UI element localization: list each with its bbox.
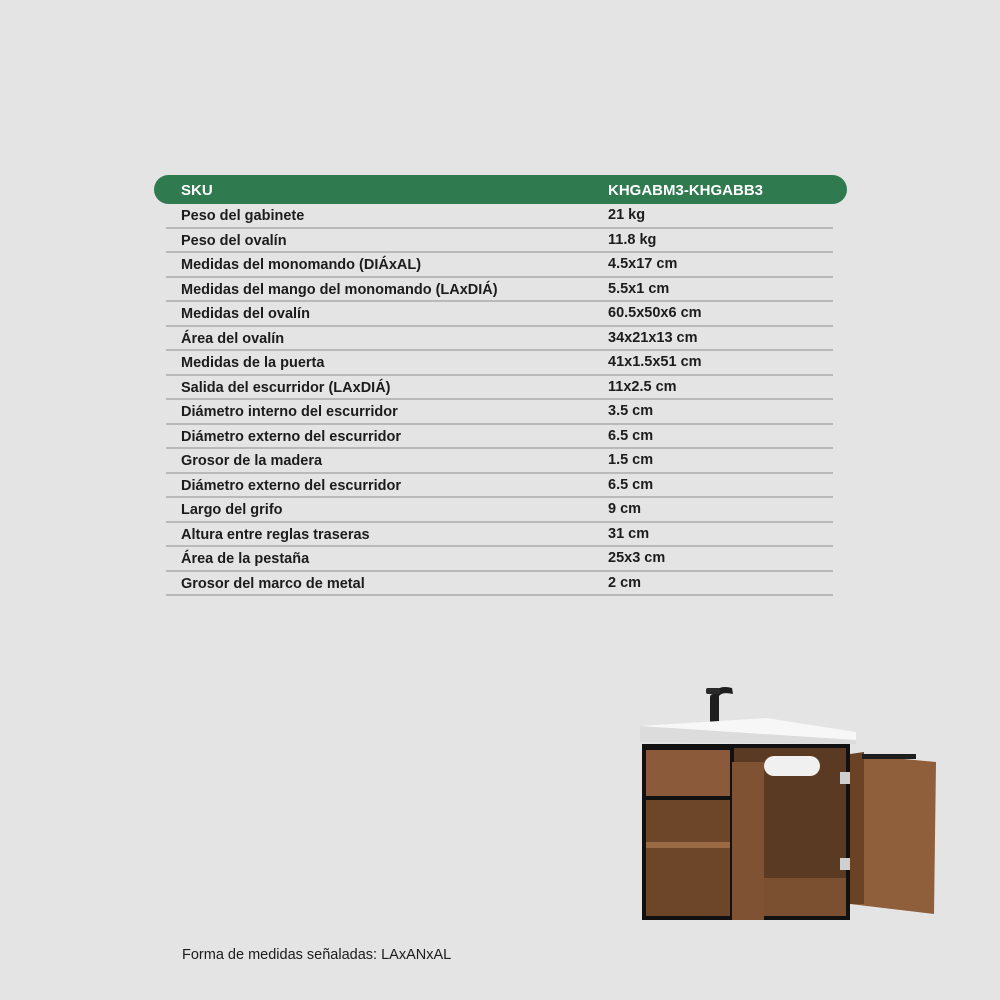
spec-value: 60.5x50x6 cm — [608, 305, 702, 321]
spec-value: 5.5x1 cm — [608, 280, 670, 297]
spec-label: Medidas del mango del monomando (LAxDIÁ) — [181, 281, 498, 298]
spec-row — [166, 351, 833, 376]
spec-row — [166, 572, 833, 597]
spec-label: Altura entre reglas traseras — [181, 526, 370, 543]
spec-row — [166, 376, 833, 401]
spec-label: Área del ovalín — [181, 330, 285, 347]
spec-row — [166, 253, 833, 278]
spec-row — [166, 229, 833, 254]
spec-value: 2 cm — [608, 574, 642, 591]
spec-row — [166, 425, 833, 450]
spec-label: Peso del ovalín — [181, 232, 287, 249]
spec-table — [154, 175, 847, 596]
spec-label: Diámetro interno del escurridor — [181, 404, 398, 420]
spec-value: 34x21x13 cm — [608, 329, 698, 346]
spec-label: Largo del grifo — [181, 502, 283, 518]
spec-value: 3.5 cm — [608, 403, 654, 419]
spec-label: Grosor de la madera — [181, 453, 323, 469]
spec-value: 21 kg — [608, 207, 646, 223]
measurement-footnote: Forma de medidas señaladas: LAxANxAL — [182, 947, 452, 963]
spec-label: Salida del escurridor (LAxDIÁ) — [181, 379, 391, 396]
spec-value: 11.8 kg — [608, 231, 657, 248]
spec-row — [166, 302, 833, 327]
spec-row — [166, 400, 833, 425]
spec-label: Grosor del marco de metal — [181, 575, 365, 592]
spec-label: Diámetro externo del escurridor — [181, 477, 401, 494]
header-label: SKU — [181, 182, 213, 199]
spec-rows — [166, 204, 833, 596]
spec-row — [166, 523, 833, 548]
spec-value: 11x2.5 cm — [608, 378, 677, 395]
spec-value: 9 cm — [608, 501, 642, 517]
spec-table-header — [154, 175, 847, 204]
spec-value: 41x1.5x51 cm — [608, 354, 702, 370]
spec-row — [166, 327, 833, 352]
spec-label: Peso del gabinete — [181, 208, 305, 224]
spec-row — [166, 278, 833, 303]
spec-row — [166, 204, 833, 229]
spec-value: 4.5x17 cm — [608, 256, 678, 272]
spec-label: Medidas del monomando (DIÁxAL) — [181, 257, 422, 273]
spec-row — [166, 474, 833, 499]
spec-label: Diámetro externo del escurridor — [181, 428, 401, 445]
spec-value: 6.5 cm — [608, 476, 654, 493]
header-value: KHGABM3-KHGABB3 — [608, 182, 764, 199]
spec-label: Medidas de la puerta — [181, 355, 325, 371]
spec-label: Área de la pestaña — [181, 551, 310, 567]
spec-value: 1.5 cm — [608, 452, 654, 468]
vanity-cabinet-image — [636, 682, 940, 926]
spec-value: 31 cm — [608, 525, 650, 542]
spec-row — [166, 547, 833, 572]
spec-row — [166, 449, 833, 474]
spec-value: 25x3 cm — [608, 550, 666, 566]
spec-row — [166, 498, 833, 523]
spec-value: 6.5 cm — [608, 427, 654, 444]
spec-label: Medidas del ovalín — [181, 306, 310, 322]
